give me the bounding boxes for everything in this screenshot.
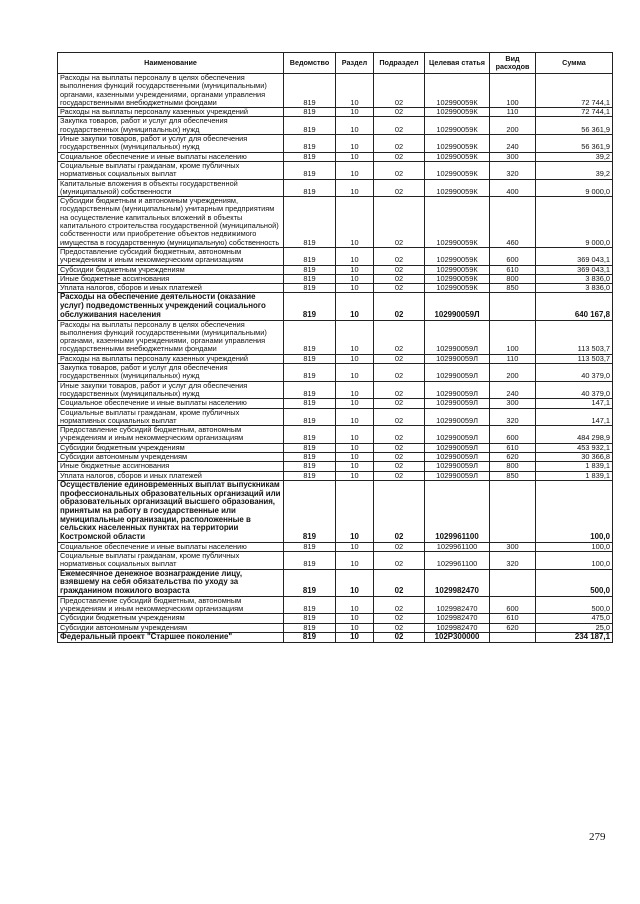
cell-dept: 819 xyxy=(284,364,336,382)
cell-section: 10 xyxy=(336,569,374,596)
table-row xyxy=(58,381,613,399)
cell-target: 102990059Л xyxy=(425,354,490,363)
cell-subsection: 02 xyxy=(374,161,425,179)
cell-subsection: 02 xyxy=(374,108,425,117)
cell-sum: 3 836,0 xyxy=(536,284,613,293)
cell-dept: 819 xyxy=(284,179,336,197)
table-row xyxy=(58,408,613,426)
table-row xyxy=(58,399,613,408)
cell-sum: 234 187,1 xyxy=(536,632,613,642)
cell-name: Закупка товаров, работ и услуг для обеспечения государственных (муниципальных) нужд xyxy=(58,364,284,382)
cell-subsection: 02 xyxy=(374,471,425,480)
cell-section: 10 xyxy=(336,462,374,471)
cell-sum: 113 503,7 xyxy=(536,354,613,363)
cell-subsection: 02 xyxy=(374,399,425,408)
cell-section: 10 xyxy=(336,471,374,480)
cell-section: 10 xyxy=(336,542,374,551)
cell-subsection: 02 xyxy=(374,632,425,642)
cell-name: Уплата налогов, сборов и иных платежей xyxy=(58,284,284,293)
cell-dept: 819 xyxy=(284,614,336,623)
cell-target: 102990059Л xyxy=(425,426,490,444)
cell-sum: 72 744,1 xyxy=(536,74,613,108)
cell-sum: 369 043,1 xyxy=(536,247,613,265)
budget-sheet xyxy=(57,52,612,643)
cell-dept: 819 xyxy=(284,596,336,614)
cell-subsection: 02 xyxy=(374,117,425,135)
cell-target: 1029961100 xyxy=(425,542,490,551)
header-type: Вид расходов xyxy=(490,53,536,74)
cell-dept: 819 xyxy=(284,354,336,363)
cell-section: 10 xyxy=(336,443,374,452)
table-row xyxy=(58,354,613,363)
cell-type: 200 xyxy=(490,117,536,135)
cell-subsection: 02 xyxy=(374,152,425,161)
cell-dept: 819 xyxy=(284,408,336,426)
cell-target: 102990059Л xyxy=(425,399,490,408)
table-row xyxy=(58,152,613,161)
cell-target: 102990059К xyxy=(425,74,490,108)
table-row xyxy=(58,552,613,570)
cell-name: Субсидии автономным учреждениям xyxy=(58,452,284,461)
cell-type: 800 xyxy=(490,274,536,283)
table-row xyxy=(58,364,613,382)
cell-dept: 819 xyxy=(284,284,336,293)
cell-dept: 819 xyxy=(284,452,336,461)
cell-dept: 819 xyxy=(284,320,336,354)
cell-section: 10 xyxy=(336,381,374,399)
cell-target: 1029961100 xyxy=(425,552,490,570)
cell-type: 320 xyxy=(490,161,536,179)
cell-dept: 819 xyxy=(284,443,336,452)
cell-subsection: 02 xyxy=(374,408,425,426)
cell-type xyxy=(490,632,536,642)
table-row xyxy=(58,596,613,614)
cell-sum: 453 932,1 xyxy=(536,443,613,452)
cell-section: 10 xyxy=(336,452,374,461)
cell-target: 102990059Л xyxy=(425,293,490,320)
cell-target: 102990059К xyxy=(425,197,490,248)
table-row xyxy=(58,623,613,632)
cell-sum: 3 836,0 xyxy=(536,274,613,283)
cell-sum: 30 366,8 xyxy=(536,452,613,461)
cell-subsection: 02 xyxy=(374,74,425,108)
cell-type: 240 xyxy=(490,381,536,399)
cell-type: 460 xyxy=(490,197,536,248)
cell-subsection: 02 xyxy=(374,179,425,197)
cell-dept: 819 xyxy=(284,399,336,408)
cell-target: 102990059Л xyxy=(425,471,490,480)
table-row xyxy=(58,542,613,551)
cell-target: 1029982470 xyxy=(425,614,490,623)
cell-name: Предоставление субсидий бюджетным, автономным учреждениям и иным некоммерческим организациям xyxy=(58,596,284,614)
cell-name: Иные закупки товаров, работ и услуг для обеспечения государственных (муниципальных) нужд xyxy=(58,135,284,153)
cell-dept: 819 xyxy=(284,265,336,274)
cell-sum: 147,1 xyxy=(536,399,613,408)
cell-section: 10 xyxy=(336,408,374,426)
cell-type: 240 xyxy=(490,135,536,153)
cell-dept: 819 xyxy=(284,293,336,320)
cell-name: Закупка товаров, работ и услуг для обеспечения государственных (муниципальных) нужд xyxy=(58,117,284,135)
cell-target: 102990059Л xyxy=(425,443,490,452)
cell-target: 102P300000 xyxy=(425,632,490,642)
cell-subsection: 02 xyxy=(374,552,425,570)
cell-type: 620 xyxy=(490,452,536,461)
cell-target: 102990059Л xyxy=(425,408,490,426)
cell-subsection: 02 xyxy=(374,426,425,444)
cell-target: 102990059К xyxy=(425,135,490,153)
cell-type: 300 xyxy=(490,399,536,408)
table-row xyxy=(58,265,613,274)
cell-name: Капитальные вложения в объекты государственной (муниципальной) собственности xyxy=(58,179,284,197)
cell-name: Субсидии автономным учреждениям xyxy=(58,623,284,632)
table-row xyxy=(58,614,613,623)
cell-target: 102990059Л xyxy=(425,462,490,471)
cell-name: Субсидии бюджетным учреждениям xyxy=(58,265,284,274)
table-row xyxy=(58,284,613,293)
cell-sum: 100,0 xyxy=(536,480,613,542)
cell-section: 10 xyxy=(336,152,374,161)
cell-section: 10 xyxy=(336,284,374,293)
cell-name: Расходы на обеспечение деятельности (оказание услуг) подведомственных учреждений социального обслуживания населения xyxy=(58,293,284,320)
cell-subsection: 02 xyxy=(374,614,425,623)
cell-type: 320 xyxy=(490,552,536,570)
cell-type: 400 xyxy=(490,179,536,197)
cell-sum: 9 000,0 xyxy=(536,179,613,197)
table-header-row xyxy=(58,53,613,74)
cell-sum: 56 361,9 xyxy=(536,117,613,135)
cell-dept: 819 xyxy=(284,152,336,161)
cell-section: 10 xyxy=(336,614,374,623)
table-row xyxy=(58,569,613,596)
cell-section: 10 xyxy=(336,293,374,320)
cell-type: 610 xyxy=(490,265,536,274)
cell-name: Ежемесячное денежное вознаграждение лицу, взявшему на себя обязательства по уходу за гражданином пожилого возраста xyxy=(58,569,284,596)
cell-name: Предоставление субсидий бюджетным, автономным учреждениям и иным некоммерческим организациям xyxy=(58,426,284,444)
cell-dept: 819 xyxy=(284,197,336,248)
table-row xyxy=(58,480,613,542)
cell-subsection: 02 xyxy=(374,247,425,265)
cell-name: Субсидии бюджетным и автономным учреждениям, государственным (муниципальным) унитарным предприятиям на осуществление капитальных вложений в объекты капитального строительства государственной (муниципальной) собственности или приобретение объектов недвижимого имущества в государственную (муниципальную) собственность xyxy=(58,197,284,248)
header-target: Целевая статья xyxy=(425,53,490,74)
cell-subsection: 02 xyxy=(374,293,425,320)
cell-section: 10 xyxy=(336,596,374,614)
cell-target: 102990059К xyxy=(425,284,490,293)
cell-type: 300 xyxy=(490,542,536,551)
cell-dept: 819 xyxy=(284,161,336,179)
cell-section: 10 xyxy=(336,108,374,117)
cell-target: 1029961100 xyxy=(425,480,490,542)
cell-dept: 819 xyxy=(284,247,336,265)
cell-target: 102990059Л xyxy=(425,381,490,399)
cell-subsection: 02 xyxy=(374,462,425,471)
table-row xyxy=(58,471,613,480)
cell-sum: 500,0 xyxy=(536,596,613,614)
cell-dept: 819 xyxy=(284,381,336,399)
table-row xyxy=(58,452,613,461)
cell-sum: 484 298,9 xyxy=(536,426,613,444)
cell-subsection: 02 xyxy=(374,443,425,452)
cell-subsection: 02 xyxy=(374,265,425,274)
table-body xyxy=(58,74,613,643)
cell-type xyxy=(490,293,536,320)
cell-dept: 819 xyxy=(284,108,336,117)
cell-section: 10 xyxy=(336,117,374,135)
cell-dept: 819 xyxy=(284,542,336,551)
cell-dept: 819 xyxy=(284,274,336,283)
cell-subsection: 02 xyxy=(374,284,425,293)
cell-subsection: 02 xyxy=(374,364,425,382)
cell-target: 102990059Л xyxy=(425,364,490,382)
header-subsection: Подраздел xyxy=(374,53,425,74)
cell-sum: 100,0 xyxy=(536,542,613,551)
cell-target: 102990059К xyxy=(425,265,490,274)
cell-target: 102990059К xyxy=(425,247,490,265)
cell-name: Социальные выплаты гражданам, кроме публичных нормативных социальных выплат xyxy=(58,552,284,570)
cell-type: 610 xyxy=(490,614,536,623)
cell-dept: 819 xyxy=(284,552,336,570)
cell-type: 600 xyxy=(490,426,536,444)
cell-section: 10 xyxy=(336,480,374,542)
cell-section: 10 xyxy=(336,274,374,283)
cell-dept: 819 xyxy=(284,623,336,632)
cell-dept: 819 xyxy=(284,632,336,642)
cell-type xyxy=(490,480,536,542)
cell-sum: 39,2 xyxy=(536,161,613,179)
cell-sum: 1 839,1 xyxy=(536,462,613,471)
cell-dept: 819 xyxy=(284,462,336,471)
cell-subsection: 02 xyxy=(374,274,425,283)
cell-sum: 25,0 xyxy=(536,623,613,632)
cell-target: 1029982470 xyxy=(425,569,490,596)
table-row xyxy=(58,274,613,283)
header-section: Раздел xyxy=(336,53,374,74)
cell-name: Субсидии бюджетным учреждениям xyxy=(58,443,284,452)
table-row xyxy=(58,426,613,444)
table-row xyxy=(58,161,613,179)
cell-dept: 819 xyxy=(284,569,336,596)
cell-target: 1029982470 xyxy=(425,623,490,632)
cell-section: 10 xyxy=(336,426,374,444)
cell-section: 10 xyxy=(336,74,374,108)
table-row xyxy=(58,320,613,354)
header-dept: Ведомство xyxy=(284,53,336,74)
cell-subsection: 02 xyxy=(374,452,425,461)
table-row xyxy=(58,117,613,135)
cell-subsection: 02 xyxy=(374,135,425,153)
cell-name: Расходы на выплаты персоналу в целях обеспечения выполнения функций государственными (муниципальными) органами, казенными учреждениями, органами управления государственными внебюджетными фондами xyxy=(58,320,284,354)
cell-type: 620 xyxy=(490,623,536,632)
cell-subsection: 02 xyxy=(374,480,425,542)
cell-subsection: 02 xyxy=(374,354,425,363)
cell-subsection: 02 xyxy=(374,197,425,248)
cell-section: 10 xyxy=(336,197,374,248)
cell-type: 110 xyxy=(490,354,536,363)
table-row xyxy=(58,462,613,471)
cell-subsection: 02 xyxy=(374,320,425,354)
cell-type: 600 xyxy=(490,596,536,614)
cell-dept: 819 xyxy=(284,117,336,135)
cell-section: 10 xyxy=(336,135,374,153)
cell-name: Расходы на выплаты персоналу казенных учреждений xyxy=(58,354,284,363)
cell-sum: 640 167,8 xyxy=(536,293,613,320)
cell-sum: 369 043,1 xyxy=(536,265,613,274)
cell-name: Иные бюджетные ассигнования xyxy=(58,274,284,283)
cell-type xyxy=(490,569,536,596)
cell-name: Предоставление субсидий бюджетным, автономным учреждениям и иным некоммерческим организациям xyxy=(58,247,284,265)
cell-name: Субсидии бюджетным учреждениям xyxy=(58,614,284,623)
cell-section: 10 xyxy=(336,179,374,197)
table-row xyxy=(58,108,613,117)
cell-sum: 40 379,0 xyxy=(536,364,613,382)
cell-type: 610 xyxy=(490,443,536,452)
cell-type: 850 xyxy=(490,284,536,293)
cell-name: Социальное обеспечение и иные выплаты населению xyxy=(58,399,284,408)
cell-subsection: 02 xyxy=(374,596,425,614)
cell-type: 600 xyxy=(490,247,536,265)
cell-section: 10 xyxy=(336,354,374,363)
cell-name: Социальное обеспечение и иные выплаты населению xyxy=(58,152,284,161)
cell-section: 10 xyxy=(336,320,374,354)
cell-subsection: 02 xyxy=(374,569,425,596)
cell-sum: 147,1 xyxy=(536,408,613,426)
cell-type: 200 xyxy=(490,364,536,382)
cell-sum: 72 744,1 xyxy=(536,108,613,117)
cell-sum: 500,0 xyxy=(536,569,613,596)
cell-dept: 819 xyxy=(284,480,336,542)
cell-section: 10 xyxy=(336,265,374,274)
cell-target: 102990059Л xyxy=(425,452,490,461)
cell-target: 1029982470 xyxy=(425,596,490,614)
cell-name: Федеральный проект "Старшее поколение" xyxy=(58,632,284,642)
table-row xyxy=(58,443,613,452)
cell-name: Осуществление единовременных выплат выпускникам профессиональных образовательных организаций или образовательных организаций высшего образования, принятым на работу в государственные или муниципальные организации, расположенные в сельских населенных пунктах на территории Костромской области xyxy=(58,480,284,542)
cell-target: 102990059К xyxy=(425,161,490,179)
cell-type: 800 xyxy=(490,462,536,471)
cell-type: 320 xyxy=(490,408,536,426)
cell-dept: 819 xyxy=(284,74,336,108)
cell-section: 10 xyxy=(336,247,374,265)
cell-section: 10 xyxy=(336,632,374,642)
cell-target: 102990059К xyxy=(425,179,490,197)
cell-section: 10 xyxy=(336,161,374,179)
page-number: 279 xyxy=(589,831,606,843)
cell-section: 10 xyxy=(336,623,374,632)
cell-dept: 819 xyxy=(284,426,336,444)
budget-table xyxy=(57,52,613,643)
cell-name: Расходы на выплаты персоналу казенных учреждений xyxy=(58,108,284,117)
cell-subsection: 02 xyxy=(374,542,425,551)
cell-name: Расходы на выплаты персоналу в целях обеспечения выполнения функций государственными (муниципальными) органами, казенными учреждениями, органами управления государственными внебюджетными фондами xyxy=(58,74,284,108)
table-row xyxy=(58,74,613,108)
cell-sum: 475,0 xyxy=(536,614,613,623)
table-row xyxy=(58,197,613,248)
cell-sum: 39,2 xyxy=(536,152,613,161)
table-row xyxy=(58,293,613,320)
cell-target: 102990059К xyxy=(425,152,490,161)
cell-section: 10 xyxy=(336,552,374,570)
cell-name: Иные закупки товаров, работ и услуг для обеспечения государственных (муниципальных) нужд xyxy=(58,381,284,399)
cell-target: 102990059К xyxy=(425,117,490,135)
cell-target: 102990059К xyxy=(425,108,490,117)
cell-name: Социальное обеспечение и иные выплаты населению xyxy=(58,542,284,551)
cell-dept: 819 xyxy=(284,135,336,153)
cell-sum: 113 503,7 xyxy=(536,320,613,354)
cell-section: 10 xyxy=(336,364,374,382)
cell-sum: 1 839,1 xyxy=(536,471,613,480)
table-row xyxy=(58,632,613,642)
cell-sum: 40 379,0 xyxy=(536,381,613,399)
table-row xyxy=(58,247,613,265)
cell-section: 10 xyxy=(336,399,374,408)
cell-type: 100 xyxy=(490,74,536,108)
cell-name: Социальные выплаты гражданам, кроме публичных нормативных социальных выплат xyxy=(58,161,284,179)
cell-sum: 100,0 xyxy=(536,552,613,570)
cell-name: Социальные выплаты гражданам, кроме публичных нормативных социальных выплат xyxy=(58,408,284,426)
cell-type: 110 xyxy=(490,108,536,117)
cell-subsection: 02 xyxy=(374,623,425,632)
cell-type: 300 xyxy=(490,152,536,161)
cell-subsection: 02 xyxy=(374,381,425,399)
header-sum: Сумма xyxy=(536,53,613,74)
cell-sum: 9 000,0 xyxy=(536,197,613,248)
cell-sum: 56 361,9 xyxy=(536,135,613,153)
cell-type: 100 xyxy=(490,320,536,354)
header-name: Наименование xyxy=(58,53,284,74)
table-row xyxy=(58,179,613,197)
cell-target: 102990059Л xyxy=(425,320,490,354)
cell-name: Уплата налогов, сборов и иных платежей xyxy=(58,471,284,480)
table-row xyxy=(58,135,613,153)
cell-target: 102990059К xyxy=(425,274,490,283)
cell-type: 850 xyxy=(490,471,536,480)
cell-name: Иные бюджетные ассигнования xyxy=(58,462,284,471)
cell-dept: 819 xyxy=(284,471,336,480)
